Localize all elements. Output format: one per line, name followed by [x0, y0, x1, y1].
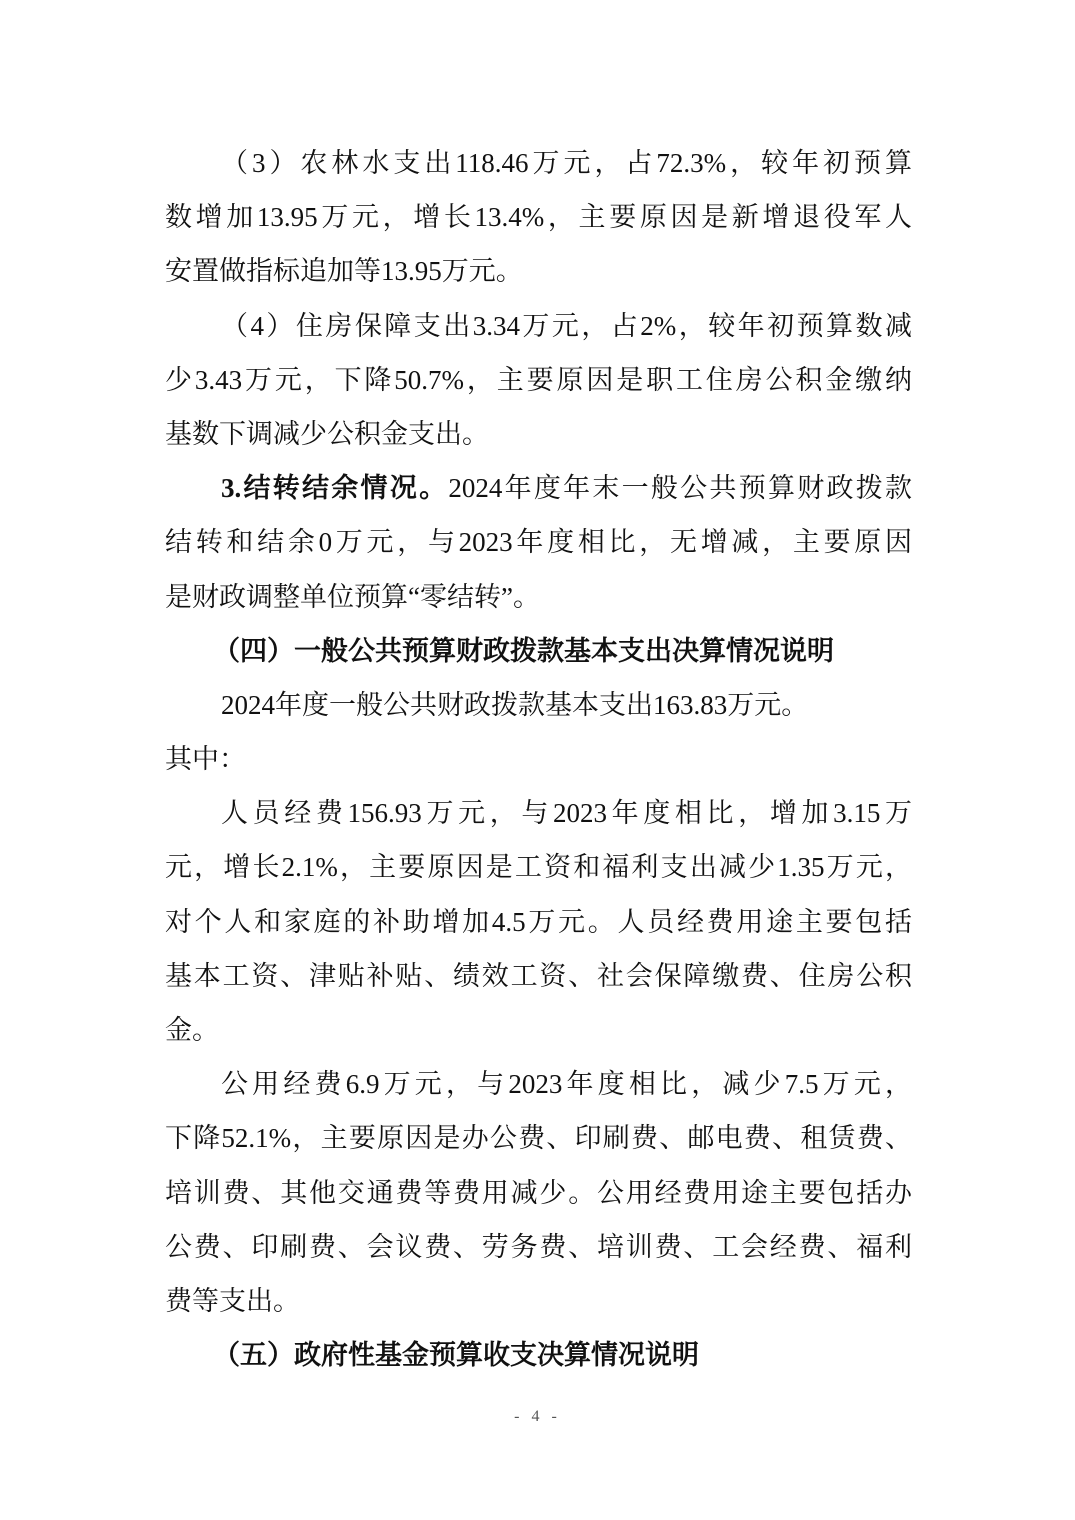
text-line: 少3.43万元，下降50.7%，主要原因是职工住房公积金缴纳: [165, 364, 912, 395]
text-line: （五）政府性基金预算收支决算情况说明: [213, 1340, 699, 1371]
line-text: 2024年度年末一般公共预算财政拨款: [448, 473, 913, 504]
text-line: 培训费、其他交通费等费用减少。公用经费用途主要包括办: [165, 1177, 912, 1208]
text-line: 元，增长2.1%，主要原因是工资和福利支出减少1.35万元，: [165, 852, 912, 883]
text-line: 下降52.1%，主要原因是办公费、印刷费、邮电费、租赁费、: [165, 1123, 912, 1154]
text-line: [165, 461, 912, 515]
text-line: 对个人和家庭的补助增加4.5万元。人员经费用途主要包括: [165, 906, 912, 937]
text-line: （3）农林水支出118.46万元，占72.3%，较年初预算: [221, 148, 912, 178]
text-line: 其中：: [165, 744, 246, 775]
paragraph: [165, 732, 912, 786]
paragraph: [165, 461, 912, 624]
section-heading: [165, 1328, 912, 1382]
paragraph: [165, 786, 912, 1057]
text-line: 安置做指标追加等13.95万元。: [165, 256, 523, 287]
document-body: [165, 136, 912, 1382]
text-line: 金。: [165, 1015, 219, 1045]
paragraph: [165, 136, 912, 299]
text-line: 人员经费156.93万元，与2023年度相比，增加3.15万: [221, 798, 912, 829]
text-line: 公用经费6.9万元，与2023年度相比，减少7.5万元，: [221, 1069, 912, 1100]
text-line: （4）住房保障支出3.34万元，占2%，较年初预算数减: [221, 310, 912, 341]
text-line: 费等支出。: [165, 1285, 300, 1316]
section-heading: [165, 624, 912, 678]
paragraph: [165, 1057, 912, 1328]
bold-lead: 3.结转结余情况。: [221, 473, 449, 504]
text-line: 结转和结余0万元，与2023年度相比，无增减，主要原因: [165, 527, 912, 558]
paragraph: [165, 678, 912, 732]
page-number: - 4 -: [514, 1408, 561, 1425]
text-line: 是财政调整单位预算“零结转”。: [165, 581, 540, 612]
paragraph: [165, 299, 912, 462]
text-line: （四）一般公共预算财政拨款基本支出决算情况说明: [213, 635, 834, 666]
text-line: 数增加13.95万元，增长13.4%，主要原因是新增退役军人: [165, 202, 912, 233]
text-line: 基本工资、津贴补贴、绩效工资、社会保障缴费、住房公积: [165, 960, 912, 991]
text-line: 基数下调减少公积金支出。: [165, 418, 489, 449]
text-line: 2024年度一般公共财政拨款基本支出163.83万元。: [221, 689, 809, 720]
text-line: 公费、印刷费、会议费、劳务费、培训费、工会经费、福利: [165, 1231, 912, 1262]
